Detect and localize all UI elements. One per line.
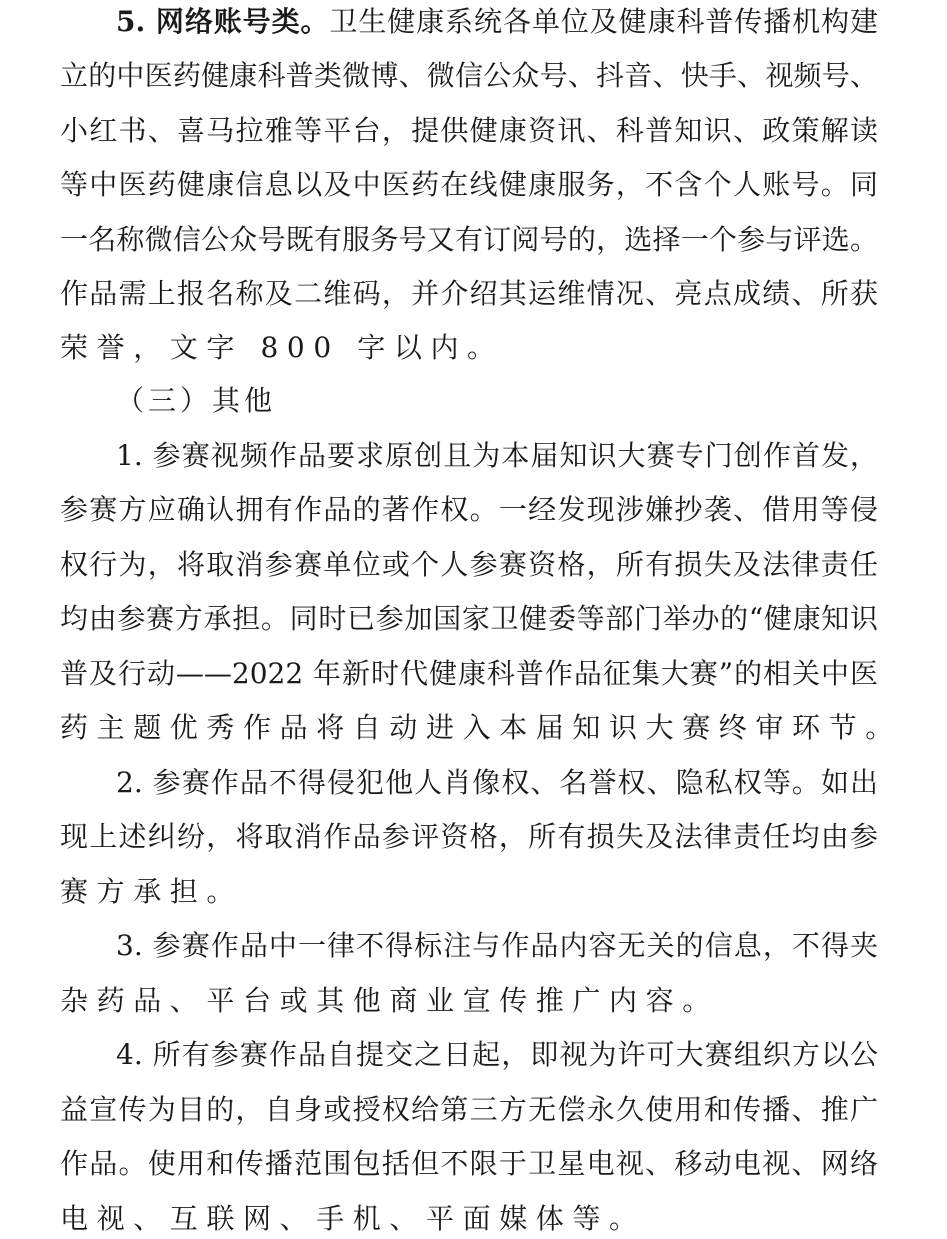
item4-line: 4. 所有参赛作品自提交之日起，即视为许可大赛组织方以公 — [116, 1038, 878, 1071]
item3-line: 杂药品、平台或其他商业宣传推广内容。 — [60, 984, 719, 1017]
paragraph-line: 立的中医药健康科普类微博、微信公众号、抖音、快手、视频号、 — [60, 59, 878, 92]
item1-line: 参赛方应确认拥有作品的著作权。一经发现涉嫌抄袭、借用等侵 — [60, 493, 878, 526]
paragraph-line: 等中医药健康信息以及中医药在线健康服务，不含个人账号。同 — [60, 168, 878, 201]
section-heading-other: （三）其他 — [116, 384, 277, 417]
section5-title: 5. 网络账号类。 — [116, 5, 330, 38]
item2-line: 赛方承担。 — [60, 875, 244, 908]
item2-line: 现上述纠纷，将取消作品参评资格，所有损失及法律责任均由参 — [60, 820, 878, 853]
section5-text: 卫生健康系统各单位及健康科普传播机构建 — [329, 5, 878, 38]
section5-first-line — [116, 2, 878, 42]
paragraph-line: 一名称微信公众号既有服务号又有订阅号的，选择一个参与评选。 — [60, 223, 878, 256]
item4-line: 电视、互联网、手机、平面媒体等。 — [60, 1202, 646, 1235]
item3-line: 3. 参赛作品中一律不得标注与作品内容无关的信息，不得夹 — [116, 929, 878, 962]
paragraph-line: 小红书、喜马拉雅等平台，提供健康资讯、科普知识、政策解读 — [60, 114, 878, 147]
item2-line: 2. 参赛作品不得侵犯他人肖像权、名誉权、隐私权等。如出 — [116, 766, 878, 799]
item4-line: 益宣传为目的，自身或授权给第三方无偿永久使用和传播、推广 — [60, 1093, 878, 1126]
item1-line: 普及行动——2022 年新时代健康科普作品征集大赛”的相关中医 — [60, 657, 878, 690]
paragraph-line: 作品需上报名称及二维码，并介绍其运维情况、亮点成绩、所获 — [60, 277, 878, 310]
item1-line: 均由参赛方承担。同时已参加国家卫健委等部门举办的“健康知识 — [60, 602, 878, 635]
item1-line: 1. 参赛视频作品要求原创且为本届知识大赛专门创作首发， — [116, 439, 878, 472]
item4-line: 作品。使用和传播范围包括但不限于卫星电视、移动电视、网络 — [60, 1147, 878, 1180]
item1-line: 药主题优秀作品将自动进入本届知识大赛终审环节。 — [60, 711, 902, 744]
paragraph-line: 荣誉，文字 800 字以内。 — [60, 331, 504, 364]
item1-line: 权行为，将取消参赛单位或个人参赛资格，所有损失及法律责任 — [60, 548, 878, 581]
